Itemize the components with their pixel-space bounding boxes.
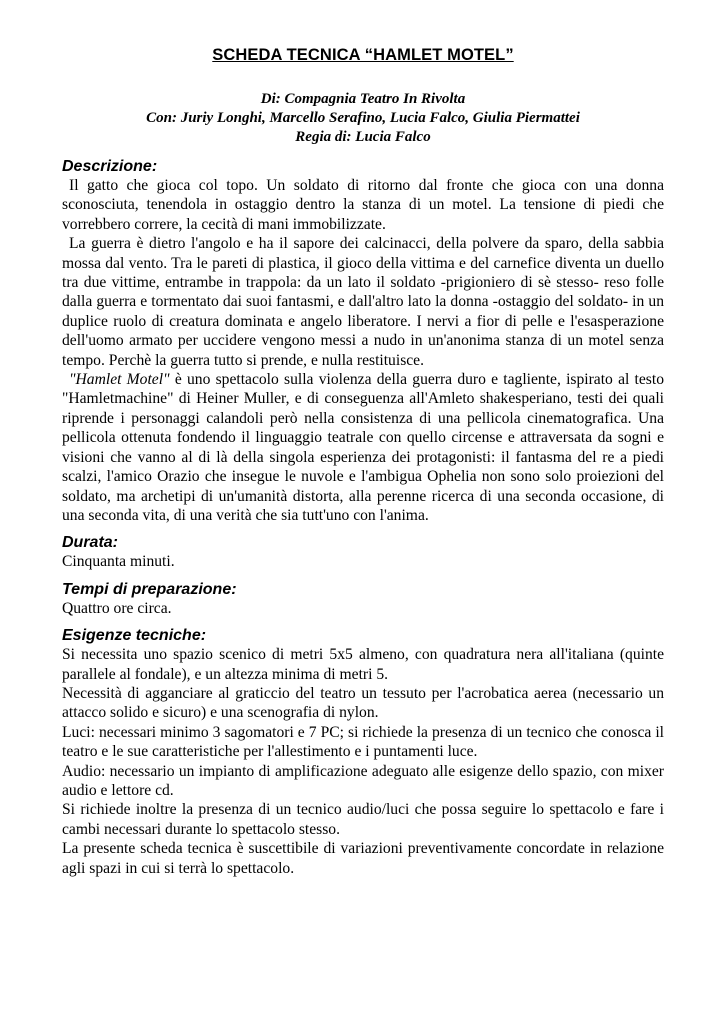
credits-company: Di: Compagnia Teatro In Rivolta <box>260 91 466 107</box>
durata-text: Cinquanta minuti. <box>62 553 175 571</box>
esigenze-paragraph-5: Si richiede inoltre la presenza di un tecnico audio/luci che possa seguire lo spettacolo e fare i cambi necessari durante lo spettacolo stesso. <box>62 801 664 838</box>
section-durata <box>62 533 664 571</box>
credits-cast: Con: Juriy Longhi, Marcello Serafino, Lucia Falco, Giulia Piermattei <box>146 110 580 126</box>
esigenze-paragraph-2: Necessità di agganciare al graticcio del teatro un tessuto per l'acrobatica aerea (necessario un attacco solido e sicuro) e una scenografia di nylon. <box>62 684 664 722</box>
esigenze-paragraph-3: Luci: necessari minimo 3 sagomatori e 7 PC; si richiede la presenza di un tecnico che conosca il teatro e le sue caratteristiche per l'allestimento e i puntamenti luce. <box>62 723 664 761</box>
play-title-inline: "Hamlet Motel" <box>69 371 170 389</box>
section-heading-durata: Durata: <box>62 534 119 552</box>
descrizione-paragraph-3-text: è uno spettacolo sulla violenza della guerra duro e tagliente, ispirato al testo "Hamletmachine" di Heiner Muller, e di conseguenza all'Amleto shakesperiano, testi dei quali riprende i personaggi calandoli però nella consistenza di una pellicola cinematografica. Una pellicola ottenuta fondendo il linguaggio teatrale con quello circense e attraversata da sogni e visioni che vanno al di là della singola esperienza dei protagonisti: il fantasma del re a piedi scalzi, l'amico Orazio che insegue le nuvole e l'ambigua Ophelia non sono solo proiezioni del soldato, ma archetipi di un'umanità distorta, alla perenne ricerca di una seconda occasione, di una seconda vita, di una verità che sia tutt'uno con l'anima. <box>62 371 664 524</box>
descrizione-paragraph-1: Il gatto che gioca col topo. Un soldato di ritorno dal fronte che gioca con una donna sconosciuta, tenendola in ostaggio dentro la stanza di un motel. La tensione di piedi che vorrebbero correre, la cecità di mani immobilizzate. <box>62 177 664 233</box>
document-title: SCHEDA TECNICA “HAMLET MOTEL” <box>212 46 514 64</box>
esigenze-paragraph-1: Si necessita uno spazio scenico di metri 5x5 almeno, con quadratura nera all'italiana (quinte parallele al fondale), e un altezza minima di metri 5. <box>62 646 664 683</box>
section-heading-esigenze: Esigenze tecniche: <box>62 627 207 645</box>
descrizione-paragraph-2: La guerra è dietro l'angolo e ha il sapore dei calcinacci, della polvere da sparo, della sabbia mossa dal vento. Tra le pareti di plastica, il gioco della vittima e del carnefice diventa un duello tra due vittime, entrambe in trappola: da un lato il soldato -prigioniero di sè stesso- reso folle dalla guerra e tormentato dai suoi fantasmi, e dall'altro lato la donna -ostaggio del soldato- in un duplice ruolo di creatura dominata e angelo liberatore. I nervi a fior di pelle e l'esasperazione dell'uomo armato per uccidere vengono messi a nudo in un'anonima stanza di un motel senza tempo. Perchè la guerra tutto si prende, e nulla restituisce. <box>62 235 664 369</box>
section-heading-descrizione: Descrizione: <box>62 158 158 175</box>
esigenze-paragraph-6: La presente scheda tecnica è suscettibile di variazioni preventivamente concordate in relazione agli spazi in cui si terrà lo spettacolo. <box>62 840 664 877</box>
credits-block <box>62 90 664 147</box>
section-tempi <box>62 580 664 618</box>
descrizione-paragraph-3 <box>62 370 664 525</box>
section-descrizione <box>62 157 664 525</box>
tempi-text: Quattro ore circa. <box>62 599 172 617</box>
credits-director: Regia di: Lucia Falco <box>295 129 431 145</box>
esigenze-paragraph-4: Audio: necessario un impianto di amplificazione adeguato alle esigenze dello spazio, con mixer audio e lettore cd. <box>62 762 664 799</box>
section-heading-tempi: Tempi di preparazione: <box>62 580 237 598</box>
section-esigenze <box>62 626 664 878</box>
document-page <box>62 46 664 886</box>
